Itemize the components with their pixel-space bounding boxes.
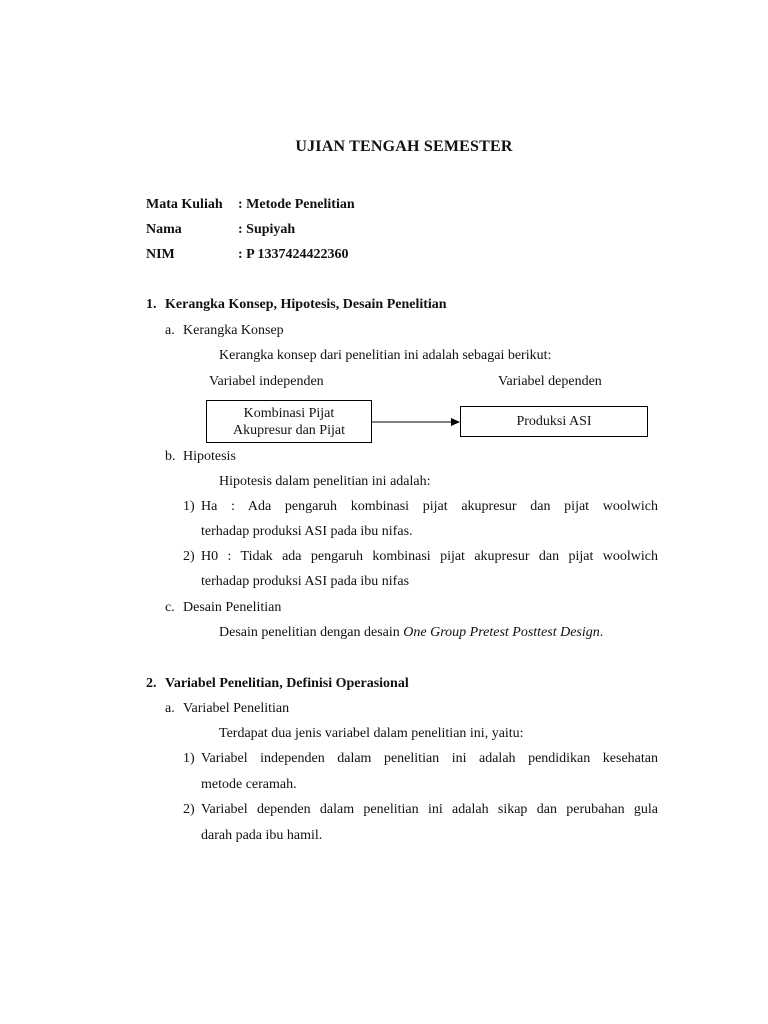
section1-b-letter: b. — [165, 449, 176, 464]
hipotesis2-line2: terhadap produksi ASI pada ibu nifas — [201, 574, 410, 589]
section1-a-intro: Kerangka konsep dari penelitian ini adalah sebagai berikut: — [219, 348, 552, 363]
document-title: UJIAN TENGAH SEMESTER — [295, 138, 513, 155]
hipotesis1-line1: Ha : Ada pengaruh kombinasi pijat akupresur dan pijat woolwich — [201, 499, 658, 514]
section1-c-letter: c. — [165, 600, 175, 615]
section1-c-title: Desain Penelitian — [183, 600, 282, 615]
variabel1-number: 1) — [183, 751, 195, 766]
hipotesis1-number: 1) — [183, 499, 195, 514]
variabel-dependen-label: Variabel dependen — [498, 374, 602, 389]
nim-value: : P 1337424422360 — [238, 247, 349, 262]
nim-label: NIM — [146, 247, 175, 262]
box-independen-line2: Akupresur dan Pijat — [233, 422, 345, 438]
variabel-independen-label: Variabel independen — [209, 374, 324, 389]
variabel2-number: 2) — [183, 802, 195, 817]
section1-a-letter: a. — [165, 323, 175, 338]
box-independen-line1: Kombinasi Pijat — [243, 405, 335, 421]
section2-a-title: Variabel Penelitian — [183, 701, 290, 716]
desain-text-suffix: . — [599, 625, 604, 640]
section1-b-title: Hipotesis — [183, 449, 236, 464]
section1-heading: Kerangka Konsep, Hipotesis, Desain Penelitian — [165, 297, 447, 312]
variabel1-line2: metode ceramah. — [201, 777, 297, 792]
section1-a-title: Kerangka Konsep — [183, 323, 284, 338]
section1-b-intro: Hipotesis dalam penelitian ini adalah: — [219, 474, 431, 489]
section2-number: 2. — [146, 676, 157, 691]
variabel1-line1: Variabel independen dalam penelitian ini adalah pendidikan kesehatan — [201, 751, 658, 766]
desain-text-italic: One Group Pretest Posttest Design — [403, 625, 600, 640]
section1-number: 1. — [146, 297, 157, 312]
section2-a-letter: a. — [165, 701, 175, 716]
mata-kuliah-label: Mata Kuliah — [146, 197, 223, 212]
hipotesis1-line2: terhadap produksi ASI pada ibu nifas. — [201, 524, 413, 539]
section2-heading: Variabel Penelitian, Definisi Operasional — [165, 676, 409, 691]
nama-label: Nama — [146, 222, 182, 237]
nama-value: : Supiyah — [238, 222, 296, 237]
mata-kuliah-value: : Metode Penelitian — [238, 197, 355, 212]
box-dependen-text: Produksi ASI — [516, 414, 592, 429]
section2-a-intro: Terdapat dua jenis variabel dalam penelitian ini, yaitu: — [219, 726, 524, 741]
variabel2-line1: Variabel dependen dalam penelitian ini adalah sikap dan perubahan gula — [201, 802, 658, 817]
desain-penelitian-text — [219, 624, 603, 642]
desain-text-prefix: Desain penelitian dengan desain — [219, 625, 404, 640]
hipotesis2-number: 2) — [183, 549, 195, 564]
hipotesis2-line1: H0 : Tidak ada pengaruh kombinasi pijat akupresur dan pijat woolwich — [201, 549, 658, 564]
variabel2-line2: darah pada ibu hamil. — [201, 828, 323, 843]
